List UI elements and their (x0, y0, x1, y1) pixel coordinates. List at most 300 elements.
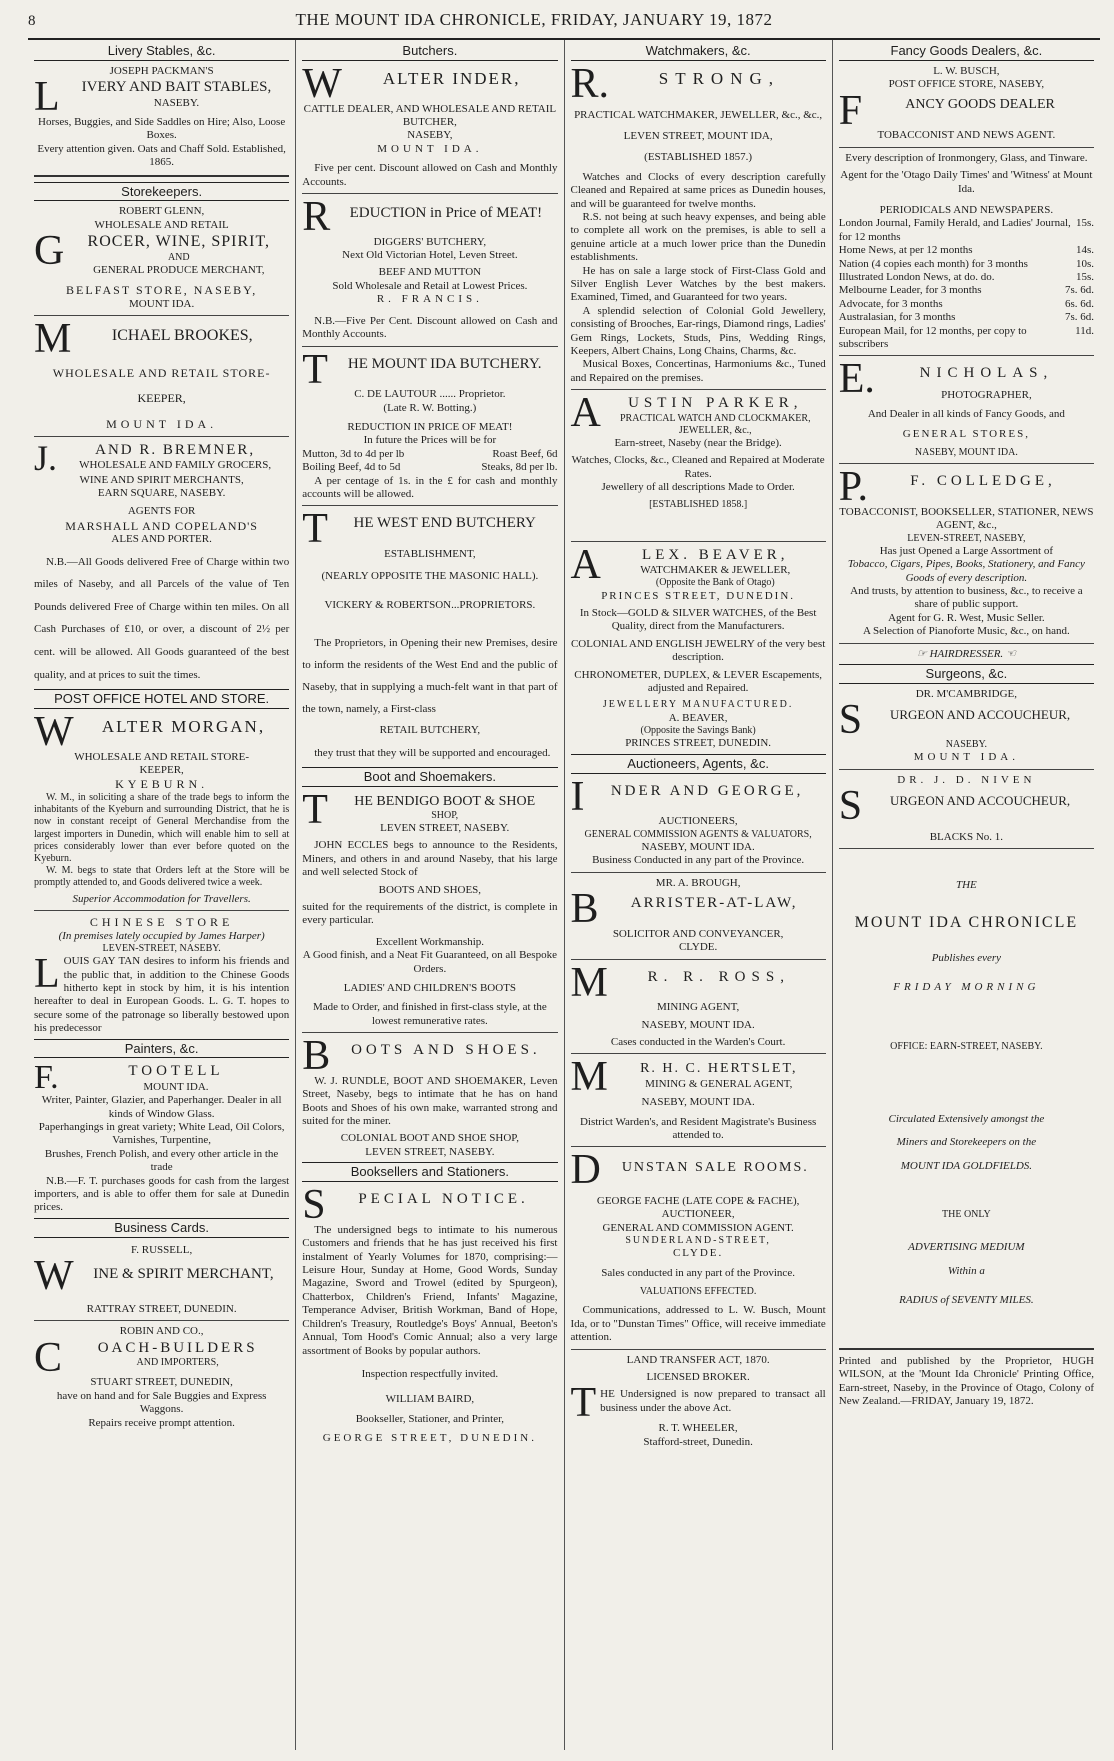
ad-text: A. BEAVER, (668, 711, 728, 724)
ad-text: Superior Accommodation for Travellers. (72, 892, 251, 905)
ad-rundle (302, 1033, 557, 1080)
ad-name: DR. M'CAMBRIDGE, (915, 687, 1018, 700)
ad-text: Watches, Clocks, &c., Cleaned and Repaired at Moderate Rates. (571, 454, 825, 480)
ad-title: UNSTAN SALE ROOMS. (621, 1160, 809, 1176)
ad-bremner (34, 437, 289, 478)
section-heading: POST OFFICE HOTEL AND STORE. (34, 689, 289, 709)
ad-title: OOTS AND SHOES. (351, 1042, 541, 1059)
ad-text: Business Conducted in any part of the Province. (592, 854, 805, 867)
ad-text: MOUNT IDA. (129, 297, 195, 310)
hand-pointer-icon: ☞ (916, 647, 927, 660)
ad-body: N.B.—F. T. purchases goods for cash from the largest importers, and is able to offer them for sale at Dunedin prices. (34, 1174, 290, 1214)
ad-text: MOUNT IDA. (106, 417, 218, 432)
ad-text: Every attention given. Oats and Chaff Sold. Established, 1865. (37, 142, 286, 169)
ad-text: District Warden's, and Resident Magistrate's Business attended to. (579, 1115, 817, 1141)
section-heading: Business Cards. (34, 1218, 289, 1238)
ad-text: Writer, Painter, Glazier, and Paperhanger. Dealer in all kinds of Window Glass. (41, 1094, 282, 1120)
drop-cap: S (838, 697, 863, 744)
ad-text: Excellent Workmanship. (375, 935, 485, 948)
ad-text: And Dealer in all kinds of Fancy Goods, and (867, 408, 1065, 421)
ad-text: AUCTIONEER, (661, 1208, 735, 1221)
ad-title: ICHAEL BROOKES, (111, 327, 253, 345)
ad-brookes (34, 316, 289, 363)
ad-text: GENERAL AND COMMISSION AGENT. (602, 1221, 794, 1234)
ad-text: Agent for G. R. West, Music Seller. (888, 611, 1045, 624)
ad-text: SOLICITOR AND CONVEYANCER, (612, 927, 784, 940)
hairdresser-banner (839, 648, 1094, 661)
ad-text: Circulated Extensively amongst the (888, 1113, 1045, 1126)
ad-body: Communications, addressed to L. W. Busch, Mount Ida, or to "Dunstan Times" Office, will receive immediate attention. (570, 1304, 826, 1344)
ad-nicholas (838, 356, 1094, 403)
ad-text: [ESTABLISHED 1858.] (649, 498, 748, 510)
ad-title: ARRISTER-AT-LAW, (630, 895, 798, 912)
column-1 (28, 40, 296, 1750)
ad-text: R. FRANCIS. (376, 293, 483, 306)
ad-body: The undersigned begs to intimate to his numerous Customers and friends that he has just received his first instalment of Yearly Volumes for 1870, comprising:—Leisure Hour, Sunday at Home, Good Words, Sunday Magazine, Sword and Trowel (edited by Spurgeon), Chatterbox, Children's Friend, Infants' Magazine, Temperance Adviser, British Workman, Band of Hope, Children's Treasury, Routledge's Boys' Annual, Beeton's Annual, Tom Hood's Comic Annual; also a very large assortment of Books by popular authors. (302, 1223, 558, 1357)
ad-mccambridge (838, 697, 1094, 744)
ad-text: MOUNT IDA. (377, 142, 483, 155)
ad-text: (Opposite the Bank of Otago) (655, 577, 775, 589)
periodical-price: 7s. 6d. (1064, 311, 1094, 324)
ad-text: ALES AND PORTER. (111, 533, 212, 546)
ad-text: LEVEN-STREET, NASEBY. (102, 943, 221, 954)
drop-cap: R (302, 193, 331, 240)
ad-text: Brushes, French Polish, and every other article in the trade (44, 1147, 279, 1174)
ad-body: JOHN ECCLES begs to announce to the Residents, Miners, and others in and around Naseby, that his large and well selected Stock of (302, 839, 558, 879)
ad-text: JEWELLERY MANUFACTURED. (602, 699, 794, 711)
ad-title: HE WEST END BUTCHERY (353, 515, 536, 532)
periodical-price: 10s. (1075, 257, 1094, 270)
section-heading: Livery Stables, &c. (34, 42, 289, 61)
drop-cap: S (838, 783, 863, 830)
drop-cap: M (34, 316, 72, 363)
ad-title: NDER AND GEORGE, (610, 782, 804, 799)
ad-name: ROBIN AND CO., (119, 1325, 204, 1338)
ad-text: Miners and Storekeepers on the (896, 1136, 1037, 1149)
ad-text: PRINCES STREET, DUNEDIN. (625, 737, 772, 750)
ad-text: LEVEN STREET, NASEBY. (380, 821, 510, 834)
ad-text: PRACTICAL WATCHMAKER, JEWELLER, &c., &c., (574, 108, 823, 121)
ad-text: THE ONLY (942, 1209, 991, 1221)
ad-text: KYEBURN. (115, 777, 209, 792)
ad-text: PRINCES STREET, DUNEDIN. (601, 589, 796, 602)
ad-dunstan (570, 1147, 826, 1194)
ad-title: R. H. C. HERTSLET, (640, 1061, 798, 1077)
ad-text: Has just Opened a Large Assortment of (879, 544, 1054, 557)
ad-text: (Late R. W. Botting.) (383, 401, 477, 414)
periodical-row (839, 284, 1094, 297)
ad-text: OFFICE: EARN-STREET, NASEBY. (890, 1040, 1043, 1052)
ad-text: Next Old Victorian Hotel, Leven Street. (342, 249, 518, 262)
ad-text: DIGGERS' BUTCHERY, (373, 235, 487, 248)
drop-cap: D (570, 1147, 601, 1194)
periodical-price: 6s. 6d. (1064, 297, 1094, 310)
periodical-name: Illustrated London News, at do. do. (838, 271, 995, 284)
periodical-name: Home News, at per 12 months (838, 244, 973, 257)
ad-text: LEVEN STREET, MOUNT IDA, (623, 129, 773, 142)
ad-title: HAIRDRESSER. (929, 647, 1004, 660)
ad-text: NASEBY, MOUNT IDA. (914, 446, 1018, 458)
ad-text: BOOTS AND SHOES, (378, 883, 482, 896)
ad-text: LICENSED BROKER. (646, 1371, 750, 1384)
ad-text: TOBACCONIST AND NEWS AGENT. (877, 129, 1056, 142)
ad-title: STRONG, (658, 68, 781, 88)
ad-title: R. R. ROSS, (647, 968, 790, 985)
ad-text: COLONIAL BOOT AND SHOE SHOP, (340, 1132, 519, 1145)
ad-text: Made to Order, and finished in first-class style, at the lowest remunerative rates. (312, 1001, 547, 1027)
ad-strong (570, 60, 826, 107)
masthead (28, 10, 1100, 40)
drop-cap: T (570, 1380, 597, 1427)
ad-inder (570, 773, 826, 820)
ad-text: POST OFFICE STORE, NASEBY, (888, 78, 1045, 91)
ad-russell (34, 1253, 289, 1300)
ad-packman (34, 74, 289, 121)
ad-text: LAND TRANSFER ACT, 1870. (626, 1353, 770, 1366)
ad-text: NASEBY, MOUNT IDA. (641, 1096, 755, 1109)
ad-text: WHOLESALE AND FAMILY GROCERS, (79, 459, 272, 472)
periodical-name: Melbourne Leader, for 3 months (838, 284, 982, 297)
section-heading: Booksellers and Stationers. (302, 1162, 557, 1182)
ad-text: Stafford-street, Dunedin. (643, 1435, 753, 1448)
ad-text: PERIODICALS AND NEWSPAPERS. (879, 203, 1054, 216)
ad-body: The Proprietors, in Opening their new Premises, desire to inform the residents of the West End and the public of Naseby, that in supplying a much-felt want in that part of the town, namely, a First-class (302, 637, 558, 716)
ad-west-end (302, 506, 557, 553)
ad-text: Bookseller, Stationer, and Printer, (355, 1412, 505, 1425)
ad-text: FRIDAY MORNING (893, 981, 1040, 994)
ad-title: INE & SPIRIT MERCHANT, (93, 1266, 274, 1283)
ad-colledge (838, 464, 1094, 511)
ad-text: Sold Wholesale and Retail at Lowest Prices. (332, 279, 528, 292)
ad-special (302, 1182, 557, 1229)
periodical-row (839, 271, 1094, 284)
ad-text: GEORGE STREET, DUNEDIN. (322, 1432, 537, 1445)
drop-cap: G (34, 228, 65, 275)
ad-text: ESTABLISHMENT, (384, 548, 476, 561)
ad-name: L. W. BUSCH, (933, 64, 1000, 77)
ad-diggers (302, 193, 557, 240)
ad-text: Every description of Ironmongery, Glass, and Tinware. (845, 151, 1088, 164)
ad-parker (570, 390, 826, 437)
ad-chinese (34, 951, 290, 1035)
ad-body: R.S. not being at such heavy expenses, and being able to complete all work on the premises, is able to sell a genuine article at a much lower price than the Dunedin establishments. (570, 210, 826, 264)
ad-text: In future the Prices will be for (363, 434, 497, 447)
ad-text: NASEBY, MOUNT IDA. (641, 1018, 755, 1031)
ad-place: NASEBY. (153, 96, 200, 109)
periodical-row (839, 217, 1094, 244)
ad-land (570, 1380, 826, 1427)
ad-text: WHOLESALE AND RETAIL STORE- (74, 750, 250, 763)
page-number: 8 (28, 13, 36, 29)
section-heading: Surgeons, &c. (839, 664, 1094, 684)
ad-text: RADIUS of SEVENTY MILES. (899, 1294, 1034, 1307)
ad-text: CLYDE. (672, 1247, 724, 1260)
ad-text: AND (167, 251, 190, 263)
drop-cap: W (34, 708, 74, 755)
ad-tootell (34, 1059, 289, 1097)
periodical-name: Australasian, for 3 months (838, 311, 956, 324)
ad-text: CHRONOMETER, DUPLEX, & LEVER Escapements, adjusted and Repaired. (574, 668, 823, 695)
drop-cap: S (302, 1182, 326, 1229)
price-row (302, 448, 557, 461)
price-item: Steaks, 8d per lb. (481, 461, 558, 474)
ad-text: MINING AGENT, (656, 1001, 740, 1014)
drop-cap: M (570, 959, 608, 1006)
periodical-row (839, 325, 1094, 352)
ad-title: ROCER, WINE, SPIRIT, (87, 233, 271, 251)
ad-glenn (34, 228, 289, 277)
drop-cap: A (570, 390, 601, 437)
drop-cap: T (302, 346, 328, 393)
ad-text: KEEPER, (139, 764, 184, 777)
ad-body: W. J. RUNDLE, BOOT AND SHOEMAKER, Leven Street, Naseby, begs to intimate that he has on hand Boots and Shoes of his own make, warranted strong and suited for the miner. (302, 1074, 558, 1128)
ad-text: Sales conducted in any part of the Province. (601, 1266, 795, 1279)
ad-text: In Stock—GOLD & SILVER WATCHES, of the Best Quality, direct from the Manufacturers. (579, 607, 817, 633)
ad-body: He has on sale a large stock of First-Class Gold and Silver English Lever Watches by the best makers. Examined, Timed, and Guaranteed for two years. (570, 264, 826, 304)
ad-robin (34, 1334, 289, 1381)
price-item: Boiling Beef, 4d to 5d (302, 461, 401, 474)
ad-name: JOSEPH PACKMAN'S (109, 64, 214, 77)
ad-title: ANCY GOODS DEALER (905, 96, 1055, 112)
drop-cap: L (34, 74, 60, 121)
ad-text: Inspection respectfully invited. (361, 1367, 499, 1380)
price-item: Mutton, 3d to 4d per lb (302, 447, 405, 460)
ad-body: Five per cent. Discount allowed on Cash and Monthly Accounts. (302, 162, 558, 188)
ad-body: W. M., in soliciting a share of the trade begs to inform the inhabitants of the Kyeburn and surrounding District, that he is now in constant receipt of General Merchandise from the largest importers in Dunedin, which will enable him to sell at prices considerably lower than ever before quoted on the Kyeburn. (34, 792, 290, 864)
ad-text: Paperhangings in great variety; White Lead, Oil Colors, Varnishes, Turpentine, (38, 1121, 285, 1147)
ad-text: AUCTIONEERS, (658, 815, 738, 828)
ad-text: WATCHMAKER & JEWELLER, (640, 564, 791, 577)
periodical-price: 15s. (1075, 217, 1094, 230)
ad-text: RETAIL BUTCHERY, (379, 724, 481, 737)
periodical-row (839, 258, 1094, 271)
ad-text: MARSHALL AND COPELAND'S (65, 518, 258, 533)
ad-ross (570, 959, 826, 1006)
price-item: Roast Beef, 6d (492, 447, 558, 460)
ad-title: ALTER INDER, (382, 68, 521, 88)
drop-cap: A (570, 541, 601, 588)
periodical-price: 15s. (1075, 271, 1094, 284)
ad-body: Watches and Clocks of every description carefully Cleaned and Repaired at same prices as Dunedin houses, and will be guaranteed for twelve months. (570, 170, 826, 210)
ad-title: LEX. BEAVER, (642, 546, 789, 563)
ad-title: ALTER MORGAN, (101, 716, 266, 736)
ad-text: WHOLESALE AND RETAIL STORE- (52, 366, 271, 381)
ad-beaver (570, 541, 826, 590)
ad-body: A per centage of 1s. in the £ for cash and monthly accounts will be allowed. (302, 474, 558, 501)
ad-text: (NEARLY OPPOSITE THE MASONIC HALL). (321, 569, 539, 582)
section-heading: Watchmakers, &c. (571, 42, 826, 61)
ad-bendigo (302, 786, 557, 836)
columns (28, 40, 1100, 1750)
ad-title: NICHOLAS, (919, 365, 1054, 382)
ad-text: LEVEN STREET, NASEBY. (365, 1145, 495, 1158)
ad-text: STUART STREET, DUNEDIN, (90, 1376, 233, 1389)
ad-title: HE BENDIGO BOOT & SHOE (354, 793, 536, 809)
ad-text: have on hand and for Sale Buggies and Express Waggons. (56, 1389, 267, 1416)
drop-cap: C (34, 1334, 63, 1381)
column-2 (296, 40, 564, 1750)
ad-title: AND R. BREMNER, (95, 441, 256, 458)
ad-text: AGENTS FOR (127, 505, 196, 518)
drop-cap: T (302, 506, 328, 553)
ad-body: OUIS GAY TAN desires to inform his friends and the public that, in addition to the Chinese Goods hitherto kept in stock by him, it is his intention hereafter to deal in European Goods. L. G. T. hopes to secure some of the patronage so liberally bestowed upon his predecessor (34, 955, 290, 1035)
section-heading: Storekeepers. (34, 182, 289, 202)
ad-text: NASEBY, (407, 129, 453, 142)
ad-text: NASEBY, MOUNT IDA. (641, 840, 755, 853)
ad-title: URGEON AND ACCOUCHEUR, (889, 707, 1071, 723)
periodical-name: London Journal, Family Herald, and Ladies' Journal, for 12 months (838, 217, 1071, 243)
periodical-name: Nation (4 copies each month) for 3 months (838, 257, 1028, 270)
ad-text: VALUATIONS EFFECTED. (639, 1286, 757, 1298)
periodical-price: 11d. (1075, 324, 1094, 337)
ad-text: REDUCTION IN PRICE OF MEAT! (347, 421, 513, 434)
ad-text: ADVERTISING MEDIUM (908, 1241, 1025, 1254)
ad-text: CLYDE. (678, 941, 718, 954)
drop-cap: W (34, 1253, 74, 1300)
ad-text: BELFAST STORE, NASEBY, (66, 283, 258, 298)
ad-body: W. M. begs to state that Orders left at the Store will be promptly attended to, and Goods delivered twice a week. (34, 865, 290, 889)
drop-cap: J. (34, 437, 58, 478)
ad-title: HE MOUNT IDA BUTCHERY. (347, 355, 542, 372)
ad-text: Cases conducted in the Warden's Court. (610, 1036, 786, 1049)
ad-text: Horses, Buggies, and Side Saddles on Hire; Also, Loose Boxes. (38, 115, 286, 142)
ad-place: MOUNT IDA. (143, 1080, 209, 1093)
section-heading: Auctioneers, Agents, &c. (571, 754, 826, 774)
periodical-price: 7s. 6d. (1064, 284, 1094, 297)
ad-text: SHOP, (431, 809, 459, 821)
ad-text: Agent for the 'Otago Daily Times' and 'Witness' at Mount Ida. (840, 169, 1093, 195)
ad-mib (302, 346, 557, 393)
ad-brough (570, 886, 826, 933)
ad-text: WHOLESALE AND RETAIL (94, 218, 229, 231)
ad-title: URGEON AND ACCOUCHEUR, (889, 793, 1071, 809)
ad-body: HE Undersigned is now prepared to transact all business under the above Act. (600, 1388, 826, 1414)
ad-text: KEEPER, (137, 390, 186, 405)
drop-cap: T (302, 786, 328, 833)
ad-text: MOUNT IDA. (913, 751, 1019, 764)
ad-text: Tobacco, Cigars, Pipes, Books, Stationery, and Fancy Goods of every description. (847, 558, 1085, 584)
section-heading: Painters, &c. (34, 1039, 289, 1059)
section-heading: Fancy Goods Dealers, &c. (839, 42, 1094, 61)
ad-text: (ESTABLISHED 1857.) (644, 151, 753, 164)
chronicle-title: MOUNT IDA CHRONICLE (854, 913, 1079, 931)
ad-text: RATTRAY STREET, DUNEDIN. (86, 1302, 237, 1315)
ad-text: CATTLE DEALER, AND WHOLESALE AND RETAIL BUTCHER, (303, 102, 557, 128)
drop-cap: F. (34, 1059, 59, 1097)
ad-text: GENERAL PRODUCE MERCHANT, (93, 263, 265, 276)
ad-text: COLONIAL AND ENGLISH JEWELRY of the very best description. (570, 637, 826, 664)
ad-title: TOOTELL (128, 1063, 224, 1080)
periodical-row (839, 311, 1094, 324)
ad-title: USTIN PARKER, (628, 395, 803, 412)
ad-text: GEORGE FACHE (LATE COPE & FACHE), (596, 1195, 800, 1208)
ad-morgan (34, 708, 289, 755)
printer-imprint: Printed and published by the Proprietor, HUGH WILSON, at the 'Mount Ida Chronicle' Printing Office, Earn-street, Naseby, in the Province of Otago, Colony of New Zealand.—FRIDAY, January 19, 1872. (838, 1354, 1094, 1407)
ad-text: (In premises lately occupied by James Harper) (58, 929, 265, 942)
ad-text: LADIES' AND CHILDREN'S BOOTS (343, 981, 517, 994)
drop-cap: M (570, 1054, 608, 1101)
periodical-price: 14s. (1075, 244, 1094, 257)
periodical-row (839, 244, 1094, 257)
section-heading: Boot and Shoemakers. (302, 767, 557, 787)
ad-text: Within a (947, 1264, 985, 1277)
ad-text: Jewellery of all descriptions Made to Order. (601, 481, 795, 494)
ad-text: BLACKS No. 1. (929, 830, 1004, 843)
ad-hertslet (570, 1054, 826, 1101)
section-heading: Butchers. (302, 42, 557, 61)
column-3 (565, 40, 833, 1750)
ad-text: GENERAL STORES, (902, 427, 1030, 440)
ad-text: PHOTOGRAPHER, (941, 388, 1032, 401)
drop-cap: B (570, 886, 599, 933)
drop-cap: B (302, 1033, 331, 1080)
ad-busch (838, 87, 1094, 134)
ad-name: DR. J. D. NIVEN (897, 773, 1036, 786)
ad-text: EARN SQUARE, NASEBY. (97, 486, 226, 499)
page-title: THE MOUNT IDA CHRONICLE, FRIDAY, JANUARY 19, 1872 (295, 10, 773, 29)
ad-text: WINE AND SPIRIT MERCHANTS, (79, 473, 244, 486)
drop-cap: E. (838, 356, 875, 403)
ad-text: PRACTICAL WATCH AND CLOCKMAKER, JEWELLER, &c., (620, 412, 811, 436)
ad-text: Publishes every (931, 952, 1002, 965)
ad-niven (838, 783, 1094, 830)
ad-body: A splendid selection of Colonial Gold Jewellery, consisting of Brooches, Ear-rings, Diamond rings, Ladies' Gem Rings, Lockets, Studs, Pins, Wedding Rings, Keepers, Albert Chains, Long Chains, Charms, &c. (570, 304, 826, 358)
ad-text: VICKERY & ROBERTSON...PROPRIETORS. (324, 598, 536, 611)
drop-cap: P. (838, 464, 868, 511)
ad-text: LEVEN-STREET, NASEBY, (907, 532, 1026, 544)
price-row (302, 461, 557, 474)
ad-name: F. RUSSELL, (131, 1243, 193, 1256)
ad-title: OACH-BUILDERS (97, 1339, 258, 1356)
ad-body: N.B.—Five Per Cent. Discount allowed on Cash and Monthly Accounts. (302, 314, 558, 341)
ad-title: IVERY AND BAIT STABLES, (81, 79, 272, 96)
ad-text: TOBACCONIST, BOOKSELLER, STATIONER, NEWS AGENT, &c., (839, 505, 1094, 532)
ad-text: A Good finish, and a Neat Fit Guaranteed, on all Bespoke Orders. (302, 949, 557, 975)
ad-body: suited for the requirements of the district, is complete in every particular. (302, 900, 558, 927)
drop-cap: W (302, 60, 342, 107)
ad-text: NASEBY. (945, 739, 987, 751)
chronicle-the: THE (955, 879, 977, 892)
periodical-row (839, 298, 1094, 311)
ad-text: Earn-street, Naseby (near the Bridge). (614, 436, 782, 449)
ad-text: R. T. WHEELER, (658, 1422, 738, 1435)
ad-text: Repairs receive prompt attention. (88, 1416, 235, 1429)
drop-cap: F (838, 87, 863, 134)
ad-text: WILLIAM BAIRD, (385, 1393, 475, 1406)
drop-cap: L (34, 951, 60, 998)
ad-text: MOUNT IDA GOLDFIELDS. (900, 1159, 1033, 1172)
ad-winder (302, 60, 557, 107)
ad-text: MINING & GENERAL AGENT, (645, 1077, 793, 1090)
ad-text: GENERAL COMMISSION AGENTS & VALUATORS, (584, 828, 812, 840)
periodical-name: European Mail, for 12 months, per copy to subscribers (838, 324, 1027, 351)
drop-cap: R. (570, 60, 610, 107)
column-4 (833, 40, 1100, 1750)
drop-cap: I (570, 773, 585, 820)
ad-text: And trusts, by attention to business, &c., to receive a share of public support. (850, 585, 1083, 611)
ad-text: SUNDERLAND-STREET, (625, 1235, 771, 1247)
ad-title: F. COLLEDGE, (910, 473, 1056, 490)
periodicals-list (839, 217, 1094, 351)
ad-text: AND IMPORTERS, (136, 1356, 219, 1368)
ad-title: EDUCTION in Price of MEAT! (349, 204, 543, 221)
ad-name: ROBERT GLENN, (118, 205, 205, 218)
ad-title: CHINESE STORE (89, 914, 234, 929)
periodical-name: Advocate, for 3 months (838, 297, 943, 310)
ad-text: (Opposite the Savings Bank) (640, 725, 756, 737)
ad-body: Musical Boxes, Concertinas, Harmoniums &c., Tuned and Repaired on the premises. (570, 358, 826, 384)
ad-text: C. DE LAUTOUR ...... Proprietor. (354, 388, 506, 401)
